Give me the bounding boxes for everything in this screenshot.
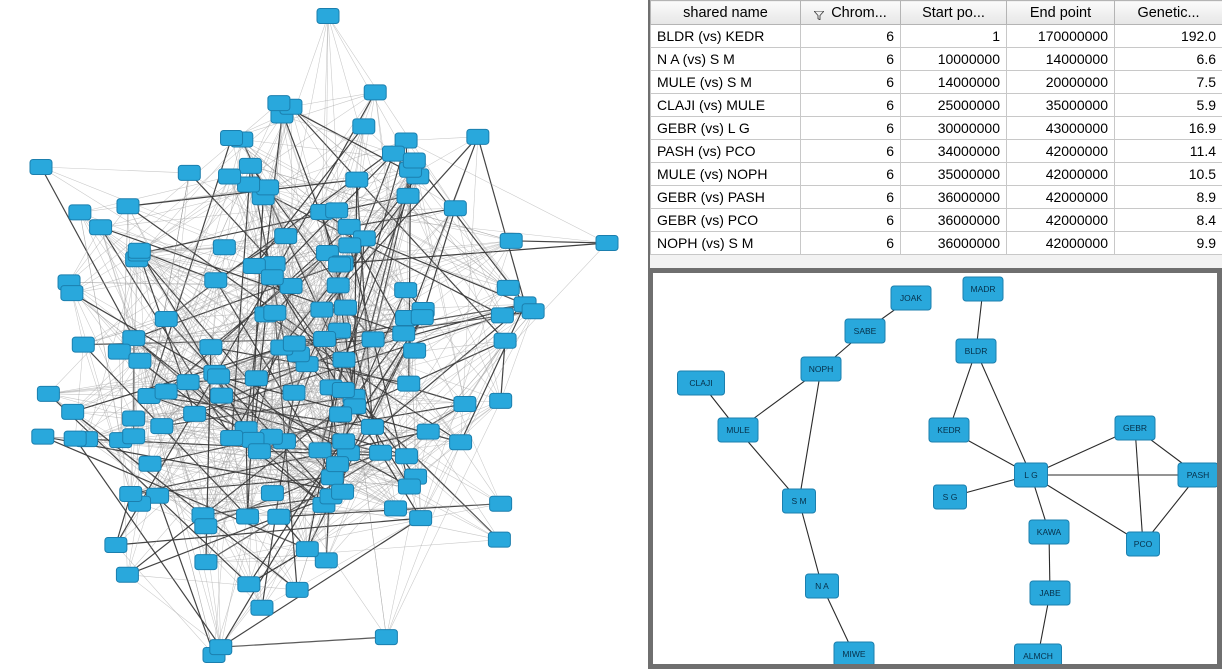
network-node[interactable]: [333, 434, 355, 449]
node-label: S G: [942, 491, 958, 502]
network-node[interactable]: [410, 511, 432, 526]
column-header-label: shared name: [683, 4, 768, 21]
network-node[interactable]: [385, 501, 407, 516]
network-node[interactable]: [184, 406, 206, 421]
network-node[interactable]: [339, 238, 361, 253]
network-node[interactable]: [393, 326, 415, 341]
network-node[interactable]: [678, 371, 725, 395]
network-node[interactable]: [362, 332, 384, 347]
network-edge[interactable]: [799, 501, 822, 586]
table-row[interactable]: [651, 209, 1222, 232]
table-cell[interactable]: 6: [801, 48, 901, 71]
table-cell[interactable]: 10000000: [901, 48, 1007, 71]
network-node[interactable]: [801, 357, 841, 381]
network-node[interactable]: [395, 449, 417, 464]
network-edge[interactable]: [221, 637, 387, 647]
network-node[interactable]: [275, 229, 297, 244]
network-node[interactable]: [488, 532, 510, 547]
node-label: S M: [791, 495, 807, 506]
table-cell[interactable]: 36000000: [901, 186, 1007, 209]
table-cell[interactable]: GEBR (vs) PCO: [651, 209, 801, 232]
node-label: L G: [1024, 469, 1038, 480]
network-edge[interactable]: [127, 575, 220, 647]
table-cell[interactable]: 30000000: [901, 117, 1007, 140]
network-edge[interactable]: [1135, 428, 1143, 544]
network-node[interactable]: [69, 205, 91, 220]
table-cell[interactable]: 7.5: [1115, 71, 1222, 94]
network-node[interactable]: [129, 353, 151, 368]
network-node[interactable]: [891, 286, 931, 310]
table-body[interactable]: [651, 25, 1222, 255]
network-node[interactable]: [1178, 463, 1217, 487]
network-node[interactable]: [155, 384, 177, 399]
network-node[interactable]: [108, 344, 130, 359]
network-node[interactable]: [1127, 532, 1160, 556]
network-node[interactable]: [718, 418, 758, 442]
node-label: JABE: [1039, 587, 1061, 598]
table-cell[interactable]: N A (vs) S M: [651, 48, 801, 71]
network-node[interactable]: [200, 340, 222, 355]
column-header-label: Chrom...: [831, 4, 887, 21]
network-node[interactable]: [467, 129, 489, 144]
network-node[interactable]: [268, 96, 290, 111]
network-node[interactable]: [264, 305, 286, 320]
results-table[interactable]: [650, 0, 1222, 255]
network-edge[interactable]: [69, 227, 101, 282]
column-header-chromosome[interactable]: [801, 1, 901, 25]
network-node[interactable]: [62, 404, 84, 419]
network-node[interactable]: [490, 393, 512, 408]
network-node[interactable]: [332, 484, 354, 499]
network-node[interactable]: [417, 424, 439, 439]
table-cell[interactable]: 20000000: [1007, 71, 1115, 94]
network-node[interactable]: [283, 336, 305, 351]
node-label: MULE: [726, 424, 750, 435]
table-cell[interactable]: 25000000: [901, 94, 1007, 117]
network-node[interactable]: [395, 283, 417, 298]
network-node[interactable]: [1015, 644, 1062, 664]
filter-icon: [814, 8, 824, 17]
node-label: PASH: [1186, 469, 1210, 480]
network-edge[interactable]: [455, 208, 533, 311]
node-label: ALMCH: [1023, 650, 1053, 661]
column-header-label: End point: [1029, 4, 1092, 21]
network-node[interactable]: [37, 386, 59, 401]
column-header-label: Genetic...: [1137, 4, 1200, 21]
network-node[interactable]: [296, 542, 318, 557]
network-node[interactable]: [934, 485, 967, 509]
table-row[interactable]: [651, 186, 1222, 209]
network-node[interactable]: [450, 435, 472, 450]
network-node[interactable]: [963, 277, 1003, 301]
column-header-shared-name[interactable]: [651, 1, 801, 25]
table-cell[interactable]: MULE (vs) S M: [651, 71, 801, 94]
node-label: KAWA: [1036, 526, 1062, 537]
table-cell[interactable]: 14000000: [901, 71, 1007, 94]
table-cell[interactable]: 11.4: [1115, 140, 1222, 163]
table-cell[interactable]: BLDR (vs) KEDR: [651, 25, 801, 48]
table-cell[interactable]: CLAJI (vs) MULE: [651, 94, 801, 117]
table-cell[interactable]: GEBR (vs) L G: [651, 117, 801, 140]
table-row[interactable]: [651, 232, 1222, 255]
network-node[interactable]: [327, 278, 349, 293]
node-label: CLAJI: [689, 377, 713, 388]
table-cell[interactable]: 36000000: [901, 232, 1007, 255]
table-row[interactable]: [651, 140, 1222, 163]
node-label: BLDR: [964, 345, 988, 356]
table-cell[interactable]: NOPH (vs) S M: [651, 232, 801, 255]
table-cell[interactable]: 6: [801, 163, 901, 186]
table-cell[interactable]: 14000000: [1007, 48, 1115, 71]
network-node[interactable]: [494, 333, 516, 348]
table-cell[interactable]: 35000000: [901, 163, 1007, 186]
network-node[interactable]: [210, 640, 232, 655]
node-label: PCO: [1133, 538, 1153, 549]
table-row[interactable]: [651, 94, 1222, 117]
network-node[interactable]: [283, 385, 305, 400]
network-node[interactable]: [213, 240, 235, 255]
table-row[interactable]: [651, 25, 1222, 48]
table-cell[interactable]: 10.5: [1115, 163, 1222, 186]
table-header-row: [651, 1, 1222, 25]
network-node[interactable]: [32, 429, 54, 444]
node-label: KEDR: [937, 424, 961, 435]
network-node[interactable]: [30, 160, 52, 175]
node-label: N A: [815, 580, 829, 591]
table-cell[interactable]: 6: [801, 117, 901, 140]
network-node[interactable]: [195, 555, 217, 570]
network-node[interactable]: [139, 456, 161, 471]
network-node[interactable]: [178, 165, 200, 180]
network-node[interactable]: [72, 337, 94, 352]
network-node[interactable]: [116, 567, 138, 582]
network-node[interactable]: [398, 376, 420, 391]
network-node[interactable]: [1115, 416, 1155, 440]
table-cell[interactable]: 6: [801, 25, 901, 48]
network-node[interactable]: [309, 443, 331, 458]
network-node[interactable]: [311, 302, 333, 317]
table-cell[interactable]: 8.9: [1115, 186, 1222, 209]
network-node[interactable]: [444, 201, 466, 216]
network-node[interactable]: [330, 407, 352, 422]
network-node[interactable]: [491, 308, 513, 323]
network-node[interactable]: [403, 153, 425, 168]
network-node[interactable]: [195, 519, 217, 534]
table-cell[interactable]: 192.0: [1115, 25, 1222, 48]
network-node[interactable]: [497, 280, 519, 295]
network-edge[interactable]: [501, 341, 505, 401]
network-node[interactable]: [221, 430, 243, 445]
network-edge[interactable]: [128, 206, 344, 359]
network-node[interactable]: [346, 172, 368, 187]
network-node[interactable]: [397, 188, 419, 203]
column-header-start-point[interactable]: [901, 1, 1007, 25]
network-node[interactable]: [268, 509, 290, 524]
network-edge[interactable]: [511, 241, 607, 243]
network-node[interactable]: [332, 383, 354, 398]
network-node[interactable]: [205, 273, 227, 288]
network-node[interactable]: [382, 146, 404, 161]
network-node[interactable]: [398, 479, 420, 494]
table-cell[interactable]: 1: [901, 25, 1007, 48]
node-label: JOAK: [899, 292, 923, 303]
network-node[interactable]: [375, 630, 397, 645]
node-table-panel[interactable]: [648, 0, 1222, 268]
network-node[interactable]: [1030, 581, 1070, 605]
network-edge[interactable]: [976, 351, 1031, 475]
network-edge[interactable]: [127, 575, 297, 590]
network-node[interactable]: [221, 130, 243, 145]
node-label: SABE: [853, 325, 877, 336]
network-node[interactable]: [845, 319, 885, 343]
table-cell[interactable]: 6: [801, 209, 901, 232]
network-node[interactable]: [370, 445, 392, 460]
network-node[interactable]: [90, 220, 112, 235]
network-edge[interactable]: [461, 304, 525, 442]
network-node[interactable]: [219, 169, 241, 184]
network-node[interactable]: [500, 233, 522, 248]
network-node[interactable]: [177, 375, 199, 390]
network-node[interactable]: [251, 600, 273, 615]
network-node[interactable]: [364, 85, 386, 100]
network-node[interactable]: [317, 9, 339, 24]
network-node[interactable]: [329, 257, 351, 272]
network-node[interactable]: [261, 270, 283, 285]
table-row[interactable]: [651, 48, 1222, 71]
network-node[interactable]: [123, 411, 145, 426]
network-node[interactable]: [128, 243, 150, 258]
table-row[interactable]: [651, 71, 1222, 94]
table-cell[interactable]: 170000000: [1007, 25, 1115, 48]
table-row[interactable]: [651, 163, 1222, 186]
table-cell[interactable]: 42000000: [1007, 232, 1115, 255]
network-node[interactable]: [956, 339, 996, 363]
network-edge[interactable]: [406, 141, 607, 243]
table-cell[interactable]: 6.6: [1115, 48, 1222, 71]
table-cell[interactable]: GEBR (vs) PASH: [651, 186, 801, 209]
network-node[interactable]: [248, 444, 270, 459]
network-edge[interactable]: [396, 504, 501, 509]
network-node[interactable]: [211, 388, 233, 403]
network-node[interactable]: [208, 369, 230, 384]
network-node[interactable]: [120, 486, 142, 501]
network-node[interactable]: [123, 331, 145, 346]
network-node[interactable]: [155, 311, 177, 326]
table-row[interactable]: [651, 117, 1222, 140]
network-node[interactable]: [834, 642, 874, 664]
table-cell[interactable]: 6: [801, 140, 901, 163]
table-cell[interactable]: 16.9: [1115, 117, 1222, 140]
sub-network-canvas[interactable]: [653, 273, 1217, 664]
sub-network-panel[interactable]: [648, 268, 1222, 669]
network-node[interactable]: [454, 396, 476, 411]
table-cell[interactable]: 42000000: [1007, 163, 1115, 186]
network-node[interactable]: [783, 489, 816, 513]
table-cell[interactable]: 35000000: [1007, 94, 1115, 117]
table-cell[interactable]: 34000000: [901, 140, 1007, 163]
table-cell[interactable]: MULE (vs) NOPH: [651, 163, 801, 186]
node-label: MADR: [970, 283, 996, 294]
node-label: NOPH: [808, 363, 834, 374]
table-cell[interactable]: 42000000: [1007, 186, 1115, 209]
table-cell[interactable]: 6: [801, 94, 901, 117]
network-node[interactable]: [361, 419, 383, 434]
table-cell[interactable]: 42000000: [1007, 209, 1115, 232]
network-node[interactable]: [123, 429, 145, 444]
network-edge[interactable]: [799, 369, 821, 501]
network-node[interactable]: [314, 332, 336, 347]
node-label: MIWE: [842, 648, 866, 659]
table-cell[interactable]: 6: [801, 71, 901, 94]
table-cell[interactable]: 9.9: [1115, 232, 1222, 255]
table-cell[interactable]: 36000000: [901, 209, 1007, 232]
table-cell[interactable]: 5.9: [1115, 94, 1222, 117]
network-node[interactable]: [238, 577, 260, 592]
network-node[interactable]: [61, 286, 83, 301]
network-node[interactable]: [326, 203, 348, 218]
network-node[interactable]: [64, 431, 86, 446]
network-node[interactable]: [806, 574, 839, 598]
network-node[interactable]: [490, 496, 512, 511]
network-edge[interactable]: [41, 167, 189, 173]
network-node[interactable]: [245, 371, 267, 386]
network-edge[interactable]: [455, 208, 502, 315]
network-node[interactable]: [117, 199, 139, 214]
network-edge[interactable]: [268, 180, 357, 188]
network-node[interactable]: [334, 300, 356, 315]
network-node[interactable]: [105, 537, 127, 552]
network-node[interactable]: [929, 418, 969, 442]
network-node[interactable]: [411, 310, 433, 325]
network-node[interactable]: [522, 304, 544, 319]
network-node[interactable]: [333, 352, 355, 367]
network-node[interactable]: [239, 158, 261, 173]
network-node[interactable]: [1029, 520, 1069, 544]
network-node[interactable]: [261, 486, 283, 501]
table-cell[interactable]: 43000000: [1007, 117, 1115, 140]
column-header-end-point[interactable]: [1007, 1, 1115, 25]
network-node[interactable]: [286, 582, 308, 597]
network-node[interactable]: [596, 236, 618, 251]
network-node[interactable]: [404, 343, 426, 358]
network-node[interactable]: [151, 419, 173, 434]
column-header-genetic[interactable]: [1115, 1, 1222, 25]
table-cell[interactable]: 6: [801, 232, 901, 255]
network-node[interactable]: [1015, 463, 1048, 487]
sub-network-view[interactable]: [653, 273, 1217, 664]
network-edge[interactable]: [80, 176, 230, 212]
network-node[interactable]: [237, 509, 259, 524]
network-node[interactable]: [353, 119, 375, 134]
table-cell[interactable]: 8.4: [1115, 209, 1222, 232]
node-label: GEBR: [1122, 422, 1148, 433]
network-node[interactable]: [326, 457, 348, 472]
table-cell[interactable]: 6: [801, 186, 901, 209]
table-cell[interactable]: 42000000: [1007, 140, 1115, 163]
column-header-label: Start po...: [922, 4, 985, 21]
table-cell[interactable]: PASH (vs) PCO: [651, 140, 801, 163]
